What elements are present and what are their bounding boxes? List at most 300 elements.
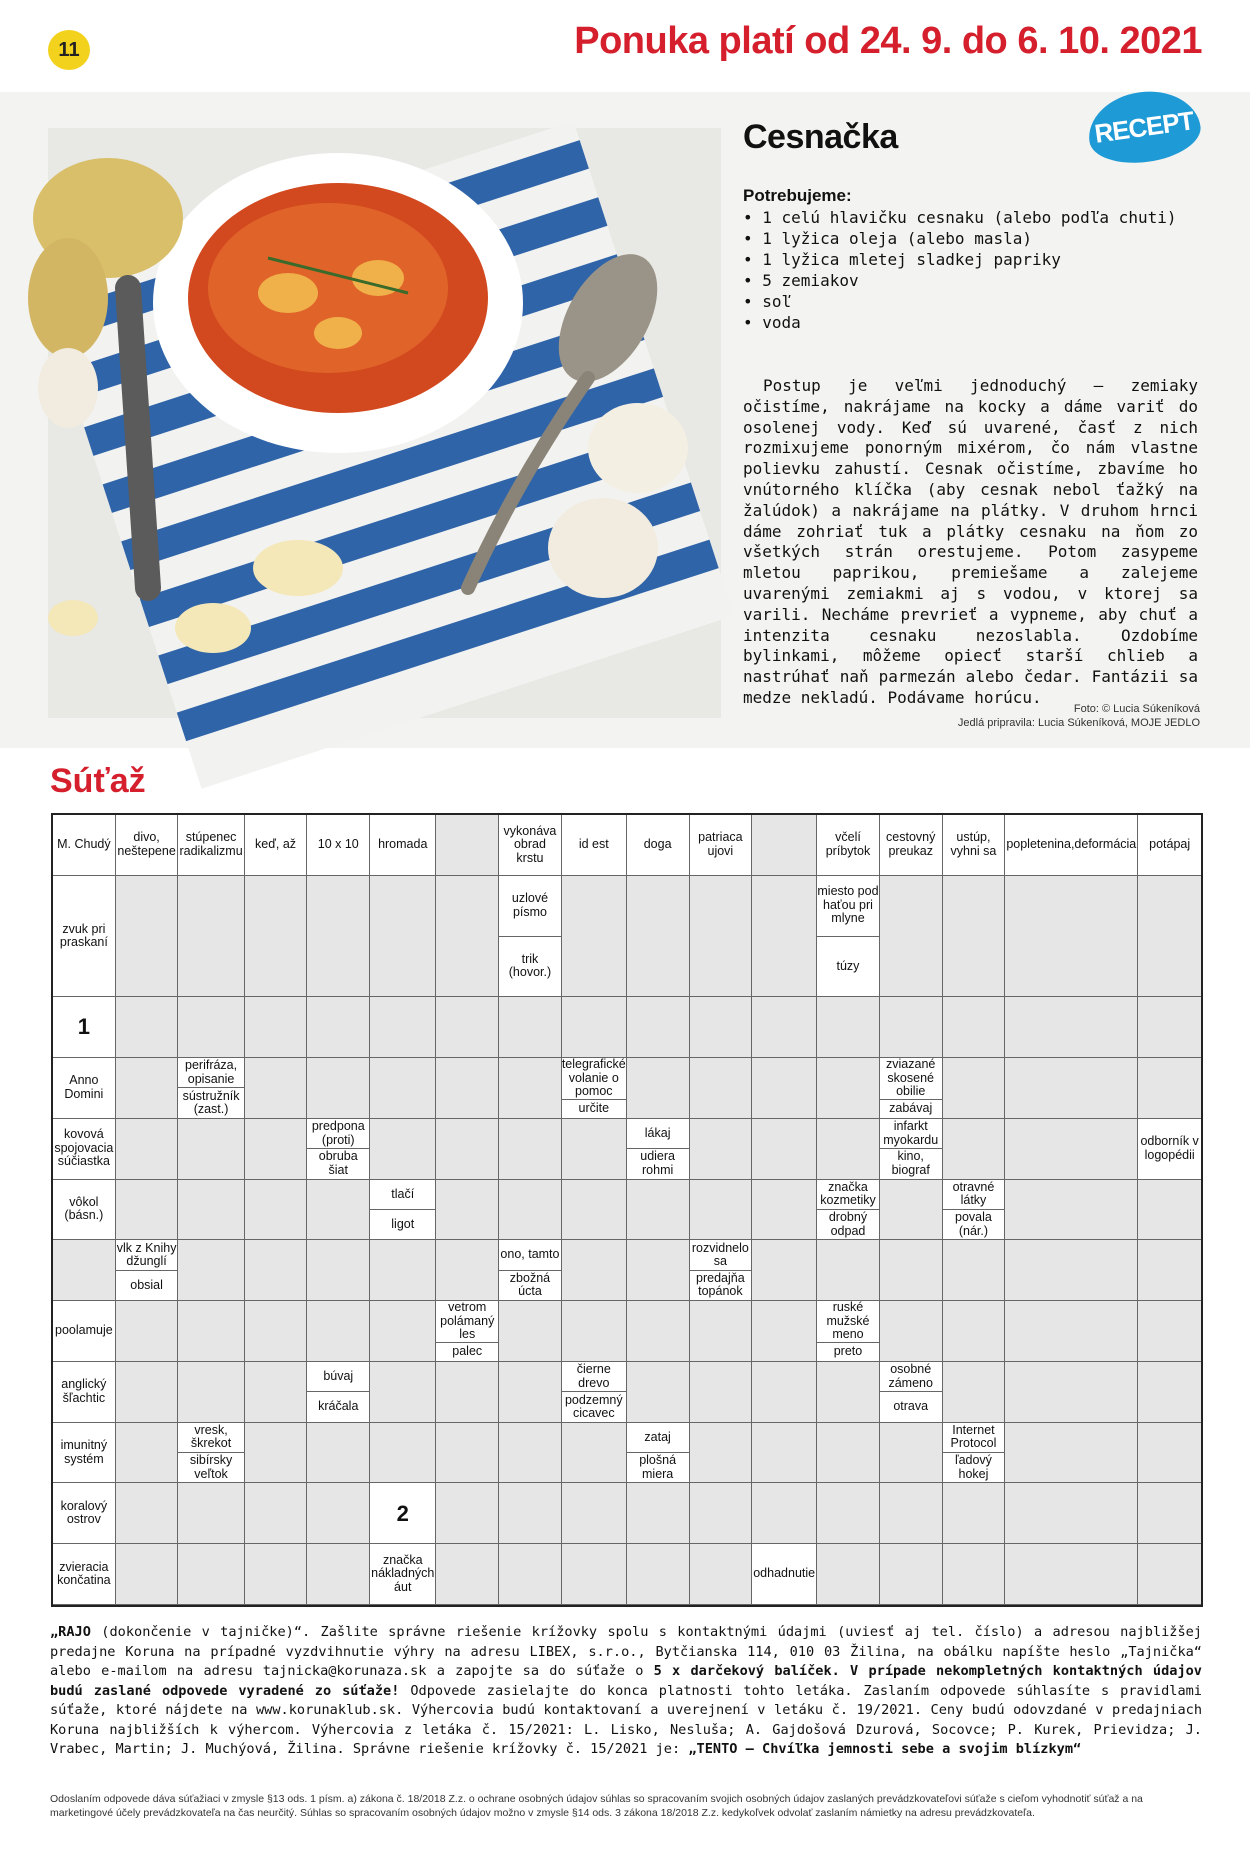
answer-cell[interactable]	[690, 1301, 753, 1362]
page-header	[0, 0, 1250, 92]
answer-cell[interactable]	[178, 1362, 244, 1423]
recipe-procedure: Postup je veľmi jednoduchý – zemiaky očistíme, nakrájame na kocky a dáme variť do osolenej vody. Keď sú uvarené, časť z nich rozmixujeme ponorným mixérom, čo nám vlastne polievku zahustí. Cesnak očistíme, zbavíme ho vnútorného klíčka (aby cesnak nebol ťažký na žalúdok) a nakrájame na plátky. V druhom hrnci dáme zohriať tuk a plátky cesnaku na ňom zo všetkých strán orestujeme. Potom zasypeme mletou paprikou, premiešame a zalejeme uvarenými zemiakmi aj s vodou, v ktorej sa varili. Necháme prevrieť a vypneme, aby chuť a intenzita cesnaku nezoslabla. Ozdobíme bylinkami, môžeme opiecť starší chlieb a nastrúhať naň parmezán alebo čedar. Fantázii sa medze nekladú. Podávame horúcu.	[743, 376, 1198, 707]
clue-text: preto	[833, 1344, 863, 1359]
instructions-keyword: „RAJO	[50, 1624, 91, 1640]
answer-cell[interactable]	[943, 1119, 1006, 1180]
answer-cell[interactable]	[880, 1240, 943, 1301]
answer-cell[interactable]	[690, 1119, 753, 1180]
clue-text: Anno Domini	[64, 1073, 104, 1101]
ingredients-list	[743, 207, 1176, 333]
ingredient-item: • soľ	[743, 291, 1176, 312]
secret-marker: 2	[396, 1500, 409, 1526]
instructions-text-2: Odpovede zasielajte do konca platnosti tohto letáka. Zaslaním odpovede súhlasíte s pravidlami súťaže, ktoré nájdete na www.korunaklub.sk. Výhercovia budú kontaktovaní a uverejnení v letáku č. 19/2021. Ceny budú odovzdané v predajniach Koruna najbližších k výhercom. Výhercovia z letáka č. 15/2021: L. Lisko, Nesluša; A. Gajdošová Dzurová, Socovce; P. Kurek, Prievidza; J. Vrabec, Martin; J. Muchýová, Žilina. Správne riešenie krížovky č. 15/2021 je:	[50, 1682, 1202, 1757]
soup-photo	[48, 128, 721, 718]
clue-text: ustúp, vyhni sa	[950, 830, 997, 858]
answer-cell[interactable]	[562, 1423, 627, 1484]
answer-cell[interactable]	[562, 1180, 627, 1241]
clue-text: odhadnutie	[753, 1566, 816, 1581]
answer-cell[interactable]	[499, 1423, 562, 1484]
answer-cell[interactable]	[370, 1423, 436, 1484]
clue-text: keď, až	[255, 837, 297, 852]
answer-cell[interactable]	[1005, 1180, 1138, 1241]
clue-text: sibírsky veľtok	[189, 1453, 233, 1481]
answer-cell[interactable]	[370, 1240, 436, 1301]
answer-cell[interactable]	[307, 876, 370, 998]
instructions-prize: 5 x darčekový balíček. V prípade nekompletných kontaktných údajov budú zaslané odpovede vyradené zo súťaže!	[50, 1663, 1202, 1699]
answer-cell[interactable]	[752, 876, 817, 998]
crossword-cell	[1138, 1119, 1201, 1180]
crossword-cell	[627, 815, 690, 876]
answer-cell[interactable]	[943, 1544, 1006, 1605]
answer-cell[interactable]	[1005, 1362, 1138, 1423]
answer-cell[interactable]	[436, 1119, 499, 1180]
answer-cell[interactable]	[1005, 1058, 1138, 1119]
crossword-cell	[1005, 815, 1138, 876]
clue-text: značka kozmetiky	[817, 1180, 879, 1210]
crossword-cell	[627, 1119, 690, 1180]
clue-text: predajňa topánok	[696, 1270, 745, 1299]
crossword-cell	[307, 1362, 370, 1423]
clue-text: kino, biograf	[891, 1149, 930, 1177]
answer-cell[interactable]	[690, 1058, 753, 1119]
answer-cell[interactable]	[307, 1544, 370, 1605]
clue-text: podzemný cicavec	[564, 1392, 623, 1420]
answer-cell[interactable]	[436, 876, 499, 998]
clue-text: vetrom polámaný les	[436, 1301, 498, 1343]
crossword-cell	[562, 1362, 627, 1423]
crossword-cell	[499, 876, 562, 998]
answer-cell[interactable]	[943, 1483, 1006, 1544]
answer-cell[interactable]	[116, 1423, 179, 1484]
clue-text: otrava	[893, 1399, 929, 1414]
answer-cell[interactable]	[1138, 1423, 1201, 1484]
ingredients-heading: Potrebujeme:	[743, 186, 852, 205]
crossword-cell	[53, 1119, 116, 1180]
clue-text: predpona (proti)	[307, 1119, 369, 1149]
clue-text: popletenina,deformácia	[1006, 837, 1137, 852]
clue-text: zabávaj	[889, 1100, 933, 1115]
answer-cell[interactable]	[1005, 1119, 1138, 1180]
answer-cell[interactable]	[690, 1362, 753, 1423]
crossword-cell	[817, 1301, 880, 1362]
answer-cell[interactable]	[1138, 1058, 1201, 1119]
answer-cell[interactable]	[1005, 1240, 1138, 1301]
answer-cell[interactable]	[1005, 1423, 1138, 1484]
answer-cell[interactable]	[1005, 1483, 1138, 1544]
answer-cell[interactable]	[116, 1301, 179, 1362]
crossword-cell	[53, 1483, 116, 1544]
clue-text: lákaj	[627, 1119, 689, 1149]
crossword-cell	[53, 876, 116, 998]
offer-validity: Ponuka platí od 24. 9. do 6. 10. 2021	[574, 20, 1202, 62]
answer-cell[interactable]	[178, 1119, 244, 1180]
legal-notice: Odoslaním odpovede dáva súťažiaci v zmysle §13 ods. 1 písm. a) zákona č. 18/2018 Z.z. o ochrane osobných údajov súhlas so spracovaním svojich osobných údajov zaslaných prevádzkovateľovi súťaže s cieľom vyhodnotiť súťaž a na marketingové účely prevádzkovateľa na čas neurčitý. Súhlas so spracovaním osobných údajov možno v zmysle §14 ods. 3 zákona 18/2018 Z.z. kedykoľvek odvolať zaslaním námietky na adresu prevádzkovateľa.	[50, 1793, 1143, 1819]
clue-text: stúpenec radikalizmu	[179, 830, 243, 858]
answer-cell[interactable]	[245, 1544, 308, 1605]
answer-cell[interactable]	[245, 1301, 308, 1362]
answer-cell[interactable]	[627, 1180, 690, 1241]
answer-cell[interactable]	[436, 1544, 499, 1605]
clue-text: poolamuje	[55, 1323, 113, 1338]
crossword-cell	[880, 1119, 943, 1180]
answer-cell[interactable]	[436, 1362, 499, 1423]
clue-text: kráčala	[318, 1399, 359, 1414]
answer-cell[interactable]	[116, 1544, 179, 1605]
clue-text: plošná miera	[639, 1453, 677, 1481]
clue-text: drobný odpad	[828, 1210, 868, 1238]
clue-text: udiera rohmi	[640, 1149, 675, 1177]
answer-cell[interactable]	[752, 997, 817, 1058]
answer-cell[interactable]	[627, 1240, 690, 1301]
crossword-cell	[880, 1058, 943, 1119]
clue-text: perifráza, opisanie	[178, 1058, 243, 1088]
answer-cell[interactable]	[370, 1362, 436, 1423]
answer-cell[interactable]	[245, 1119, 308, 1180]
crossword-cell	[178, 1423, 244, 1484]
answer-cell[interactable]	[178, 1544, 244, 1605]
answer-cell[interactable]	[880, 1180, 943, 1241]
crossword-cell	[53, 1058, 116, 1119]
clue-text: zviazané skosené obilie	[880, 1058, 942, 1100]
crossword-cell	[1138, 815, 1201, 876]
answer-cell[interactable]	[245, 1362, 308, 1423]
crossword-cell	[499, 815, 562, 876]
answer-cell[interactable]	[116, 876, 179, 998]
previous-answer: „TENTO – Chvíľka jemnosti sebe a svojim blízkym“	[688, 1741, 1082, 1757]
crossword-cell	[53, 815, 116, 876]
clue-text: vlk z Knihy džunglí	[116, 1240, 178, 1270]
answer-cell[interactable]	[562, 1301, 627, 1362]
answer-cell[interactable]	[943, 997, 1006, 1058]
crossword-grid	[51, 813, 1203, 1607]
clue-text: osobné zámeno	[880, 1362, 942, 1392]
clue-text: obruba šiat	[318, 1149, 358, 1177]
crossword-cell	[370, 1483, 436, 1544]
answer-cell[interactable]	[245, 1483, 308, 1544]
clue-text: značka nákladných áut	[371, 1552, 435, 1594]
page-number: 11	[48, 30, 90, 70]
crossword-cell	[817, 876, 880, 998]
answer-cell[interactable]	[307, 997, 370, 1058]
answer-cell[interactable]	[307, 1058, 370, 1119]
crossword-cell	[880, 815, 943, 876]
answer-cell[interactable]	[817, 1483, 880, 1544]
answer-cell[interactable]	[245, 876, 308, 998]
answer-cell[interactable]	[817, 1544, 880, 1605]
answer-cell[interactable]	[627, 997, 690, 1058]
clue-text: ligot	[391, 1216, 415, 1231]
clue-text: patriaca ujovi	[698, 830, 743, 858]
answer-cell[interactable]	[562, 1544, 627, 1605]
answer-cell[interactable]	[307, 1301, 370, 1362]
answer-cell[interactable]	[817, 1423, 880, 1484]
answer-cell[interactable]	[752, 1483, 817, 1544]
answer-cell[interactable]	[307, 1180, 370, 1241]
crossword-cell	[817, 815, 880, 876]
crossword-cell	[307, 815, 370, 876]
answer-cell[interactable]	[116, 1119, 179, 1180]
crossword-cell	[53, 1301, 116, 1362]
ingredient-item: • voda	[743, 312, 1176, 333]
answer-cell[interactable]	[943, 1301, 1006, 1362]
clue-text: ruské mužské meno	[817, 1301, 879, 1343]
answer-cell[interactable]	[1005, 1301, 1138, 1362]
answer-cell[interactable]	[817, 1119, 880, 1180]
clue-text: telegrafické volanie o pomoc	[561, 1057, 626, 1099]
soup-illustration	[48, 128, 721, 718]
crossword-cell	[499, 1240, 562, 1301]
crossword-cell	[53, 1362, 116, 1423]
answer-cell[interactable]	[245, 997, 308, 1058]
answer-cell[interactable]	[1138, 997, 1201, 1058]
answer-cell[interactable]	[53, 1240, 116, 1301]
photo-credits	[958, 702, 1200, 730]
answer-cell[interactable]	[562, 876, 627, 998]
photo-credit: Foto: © Lucia Súkeníková	[1073, 703, 1200, 715]
instructions-text: (dokončenie v tajničke)“. Zašlite správne riešenie krížovky spolu s kontaktnými údajmi (uviesť aj tel. číslo) a adresou najbližšej predajne Koruna na prípadné vyzdvihnutie výhry na adresu LIBEX, s.r.o., Bytčianska 114, 010 03 Žilina, na obálku napíšte heslo „Tajnička“ alebo e-mailom na adresu tajnicka@korunaza.sk a zapojte sa do súťaže o	[50, 1624, 1202, 1679]
answer-cell[interactable]	[178, 1483, 244, 1544]
clue-text: zbožná úcta	[509, 1270, 551, 1299]
answer-cell[interactable]	[1138, 1362, 1201, 1423]
crossword-cell	[562, 815, 627, 876]
answer-cell[interactable]	[116, 1483, 179, 1544]
crossword-cell	[562, 1058, 627, 1119]
clue-text: M. Chudý	[57, 837, 111, 852]
crossword-cell	[943, 815, 1006, 876]
answer-cell[interactable]	[436, 1180, 499, 1241]
recept-badge: RECEPT	[1084, 85, 1205, 170]
answer-cell[interactable]	[880, 997, 943, 1058]
answer-cell[interactable]	[1005, 1544, 1138, 1605]
answer-cell[interactable]	[1005, 997, 1138, 1058]
clue-text: túzy	[836, 958, 860, 973]
answer-cell[interactable]	[178, 1301, 244, 1362]
ingredient-item: • 1 lyžica oleja (alebo masla)	[743, 228, 1176, 249]
answer-cell[interactable]	[752, 1180, 817, 1241]
answer-cell[interactable]	[752, 815, 817, 876]
answer-cell[interactable]	[436, 997, 499, 1058]
answer-cell[interactable]	[178, 1180, 244, 1241]
answer-cell[interactable]	[245, 1423, 308, 1484]
answer-cell[interactable]	[499, 1301, 562, 1362]
crossword-cell	[116, 815, 179, 876]
answer-cell[interactable]	[1138, 1483, 1201, 1544]
clue-text: vresk, škrekot	[178, 1423, 243, 1453]
answer-cell[interactable]	[370, 1119, 436, 1180]
answer-cell[interactable]	[1005, 876, 1138, 998]
answer-cell[interactable]	[690, 1180, 753, 1241]
answer-cell[interactable]	[1138, 876, 1201, 998]
answer-cell[interactable]	[943, 1362, 1006, 1423]
answer-cell[interactable]	[943, 1240, 1006, 1301]
clue-text: hromada	[378, 837, 428, 852]
clue-text: imunitný systém	[60, 1438, 108, 1466]
answer-cell[interactable]	[499, 1119, 562, 1180]
answer-cell[interactable]	[943, 876, 1006, 998]
answer-cell[interactable]	[178, 1240, 244, 1301]
crossword-cell	[690, 815, 753, 876]
answer-cell[interactable]	[752, 1362, 817, 1423]
crossword-cell	[370, 1544, 436, 1605]
answer-cell[interactable]	[943, 1058, 1006, 1119]
answer-cell[interactable]	[817, 1240, 880, 1301]
crossword-cell	[307, 1119, 370, 1180]
answer-cell[interactable]	[499, 1180, 562, 1241]
answer-cell[interactable]	[817, 997, 880, 1058]
answer-cell[interactable]	[690, 997, 753, 1058]
answer-cell[interactable]	[307, 1423, 370, 1484]
answer-cell[interactable]	[436, 1423, 499, 1484]
answer-cell[interactable]	[690, 1483, 753, 1544]
answer-cell[interactable]	[370, 1301, 436, 1362]
answer-cell[interactable]	[436, 1240, 499, 1301]
clue-text: čierne drevo	[562, 1362, 626, 1392]
crossword-cell	[178, 1058, 244, 1119]
clue-text: búvaj	[307, 1362, 369, 1392]
answer-cell[interactable]	[245, 1180, 308, 1241]
clue-text: zvuk pri praskaní	[59, 921, 108, 950]
clue-text: včelí príbytok	[825, 830, 871, 858]
clue-text: ľadový hokej	[954, 1453, 992, 1481]
answer-cell[interactable]	[307, 1483, 370, 1544]
clue-text: vôkol (básn.)	[64, 1194, 104, 1223]
answer-cell[interactable]	[690, 1423, 753, 1484]
ingredient-item: • 1 celú hlavičku cesnaku (alebo podľa chuti)	[743, 207, 1176, 228]
recipe-title: Cesnačka	[743, 118, 898, 156]
answer-cell[interactable]	[499, 1058, 562, 1119]
answer-cell[interactable]	[116, 997, 179, 1058]
clue-text: obsial	[130, 1277, 163, 1292]
clue-text: vykonáva obrad krstu	[503, 823, 557, 865]
secret-marker: 1	[77, 1014, 90, 1040]
answer-cell[interactable]	[116, 1180, 179, 1241]
answer-cell[interactable]	[627, 1301, 690, 1362]
clue-text: uzlové písmo	[499, 876, 561, 937]
answer-cell[interactable]	[690, 1544, 753, 1605]
ingredient-item: • 1 lyžica mletej sladkej papriky	[743, 249, 1176, 270]
clue-text: zataj	[627, 1423, 689, 1453]
contest-title: Súťaž	[50, 762, 146, 800]
clue-text: ono, tamto	[499, 1240, 561, 1270]
contest-instructions	[50, 1623, 1202, 1760]
answer-cell[interactable]	[817, 1362, 880, 1423]
clue-text: koralový ostrov	[60, 1498, 108, 1527]
answer-cell[interactable]	[178, 876, 244, 998]
clue-text: zvieracia končatina	[57, 1559, 111, 1588]
crossword-cell	[53, 1423, 116, 1484]
crossword-cell	[178, 815, 244, 876]
clue-text: doga	[643, 837, 672, 852]
answer-cell[interactable]	[752, 1058, 817, 1119]
clue-text: cestovný preukaz	[886, 830, 936, 858]
answer-cell[interactable]	[499, 1362, 562, 1423]
clue-text: infarkt myokardu	[880, 1119, 942, 1149]
answer-cell[interactable]	[1138, 1240, 1201, 1301]
answer-cell[interactable]	[436, 1483, 499, 1544]
answer-cell[interactable]	[116, 1362, 179, 1423]
answer-cell[interactable]	[562, 997, 627, 1058]
answer-cell[interactable]	[880, 1301, 943, 1362]
answer-cell[interactable]	[245, 1240, 308, 1301]
answer-cell[interactable]	[370, 876, 436, 998]
answer-cell[interactable]	[627, 1058, 690, 1119]
clue-text: divo, neštepene	[117, 830, 176, 858]
answer-cell[interactable]	[1138, 1301, 1201, 1362]
clue-text: sústružník (zast.)	[182, 1088, 240, 1117]
crossword-cell	[370, 1180, 436, 1241]
clue-text: 10 x 10	[317, 837, 359, 852]
crossword-cell	[53, 1544, 116, 1605]
answer-cell[interactable]	[245, 1058, 308, 1119]
answer-cell[interactable]	[562, 1483, 627, 1544]
crossword-cell	[817, 1180, 880, 1241]
crossword-cell	[436, 1301, 499, 1362]
clue-text: trik (hovor.)	[508, 951, 552, 980]
answer-cell[interactable]	[370, 997, 436, 1058]
answer-cell[interactable]	[880, 876, 943, 998]
crossword-cell	[752, 1544, 817, 1605]
answer-cell[interactable]	[1138, 1544, 1201, 1605]
answer-cell[interactable]	[752, 1119, 817, 1180]
answer-cell[interactable]	[690, 876, 753, 998]
clue-text: kovová spojovacia súčiastka	[54, 1127, 114, 1169]
answer-cell[interactable]	[752, 1423, 817, 1484]
answer-cell[interactable]	[562, 1240, 627, 1301]
answer-cell[interactable]	[562, 1119, 627, 1180]
clue-text: anglický šľachtic	[61, 1377, 107, 1405]
answer-cell[interactable]	[627, 876, 690, 998]
answer-cell[interactable]	[627, 1362, 690, 1423]
answer-cell[interactable]	[499, 997, 562, 1058]
clue-text: Internet Protocol	[943, 1423, 1005, 1453]
answer-cell[interactable]	[436, 815, 499, 876]
answer-cell[interactable]	[880, 1544, 943, 1605]
answer-cell[interactable]	[627, 1544, 690, 1605]
answer-cell[interactable]	[307, 1240, 370, 1301]
clue-text: určite	[578, 1100, 610, 1115]
answer-cell[interactable]	[370, 1058, 436, 1119]
answer-cell[interactable]	[752, 1240, 817, 1301]
answer-cell[interactable]	[627, 1483, 690, 1544]
crossword-cell	[245, 815, 308, 876]
answer-cell[interactable]	[817, 1058, 880, 1119]
answer-cell[interactable]	[178, 997, 244, 1058]
clue-text: povala (nár.)	[955, 1210, 992, 1238]
answer-cell[interactable]	[880, 1483, 943, 1544]
answer-cell[interactable]	[1138, 1180, 1201, 1241]
clue-text: potápaj	[1149, 837, 1191, 852]
crossword-cell	[627, 1423, 690, 1484]
crossword-cell	[943, 1180, 1006, 1241]
answer-cell[interactable]	[499, 1544, 562, 1605]
answer-cell[interactable]	[499, 1483, 562, 1544]
prepared-by: Jedlá pripravila: Lucia Súkeníková, MOJE JEDLO	[957, 717, 1200, 729]
crossword-cell	[116, 1240, 179, 1301]
clue-text: tlačí	[370, 1180, 435, 1210]
crossword-cell	[880, 1362, 943, 1423]
answer-cell[interactable]	[436, 1058, 499, 1119]
clue-text: palec	[452, 1344, 483, 1359]
answer-cell[interactable]	[880, 1423, 943, 1484]
clue-text: odborník v logopédii	[1140, 1134, 1199, 1162]
crossword-cell	[53, 997, 116, 1058]
clue-text: rozvidnelo sa	[690, 1240, 752, 1270]
crossword-cell	[370, 815, 436, 876]
clue-text: miesto pod haťou pri mlyne	[817, 876, 879, 937]
answer-cell[interactable]	[116, 1058, 179, 1119]
recipe-section	[0, 92, 1250, 748]
answer-cell[interactable]	[752, 1301, 817, 1362]
